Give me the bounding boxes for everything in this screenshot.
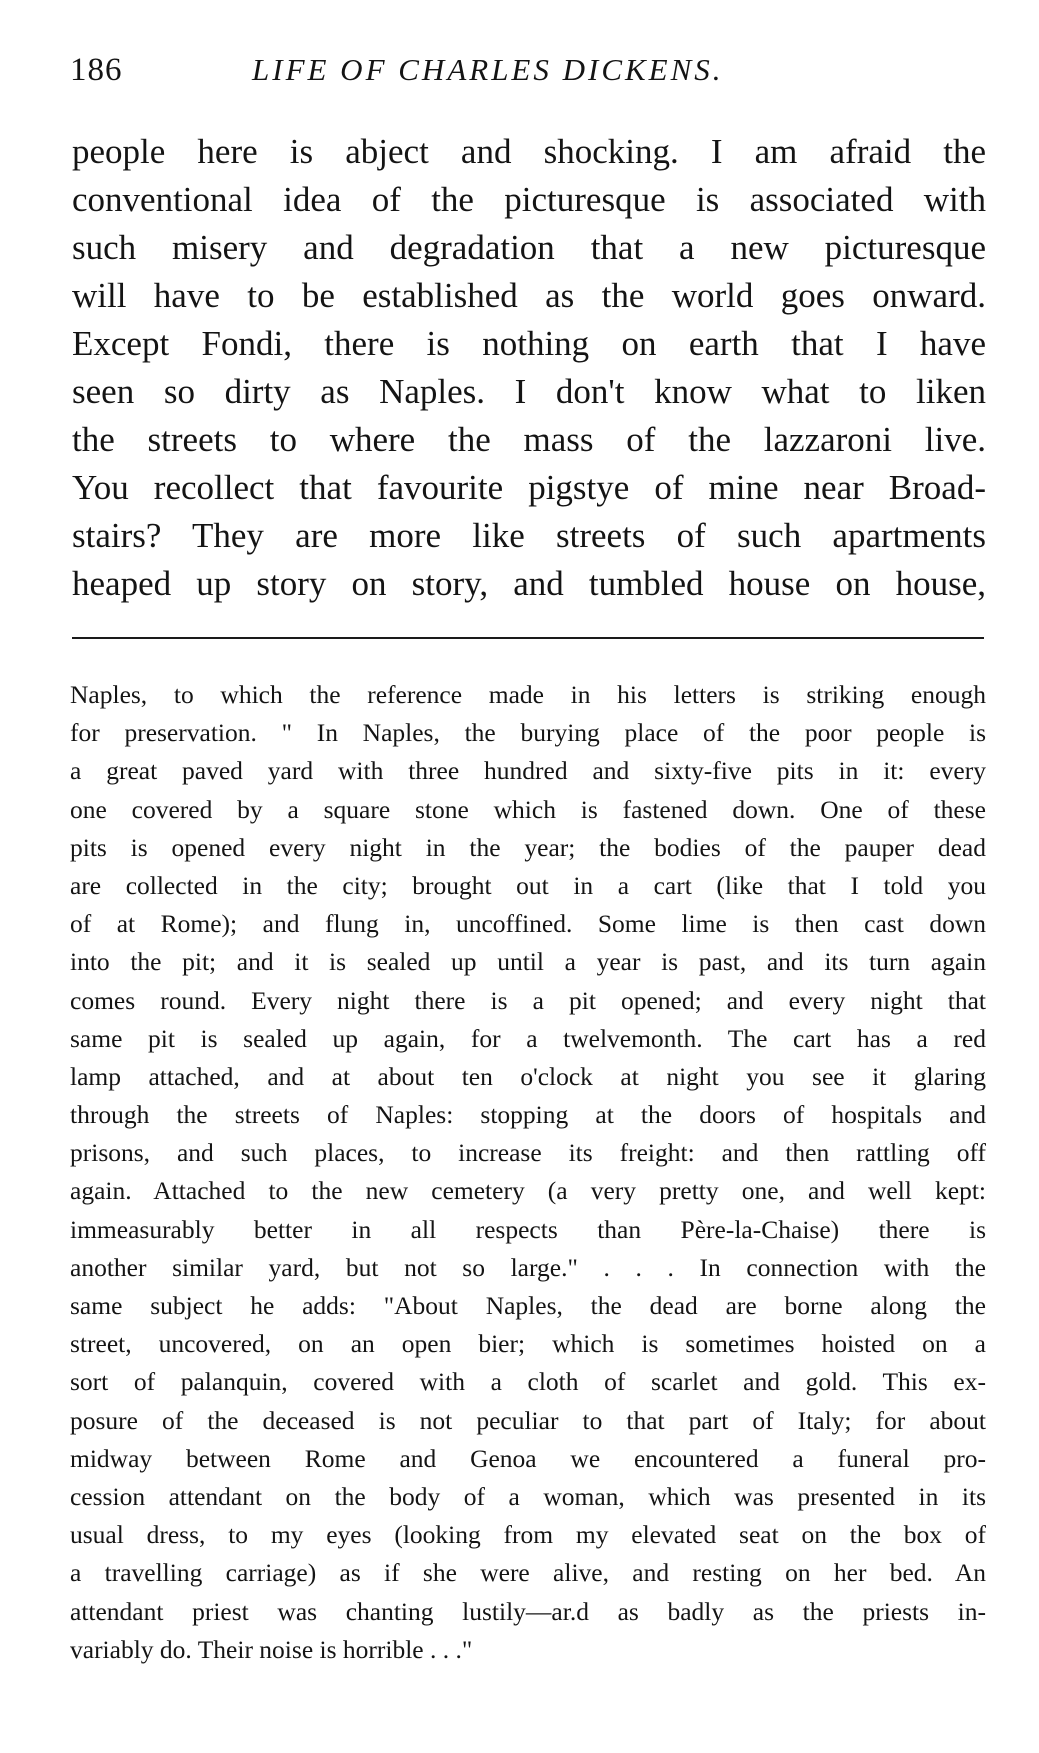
footnote-line: Naples, to which the reference made in his letters is striking enough [70, 680, 986, 709]
body-line: Except Fondi, there is nothing on earth that I have [72, 324, 986, 363]
footnote-line: one covered by a square stone which is fastened down. One of these [70, 794, 986, 824]
page-number: 186 [70, 52, 123, 88]
body-line: the streets to where the mass of the lazzaroni live. [72, 420, 986, 459]
footnote-line: another similar yard, but not so large." . . . In connection with the [70, 1252, 986, 1282]
running-title: LIFE OF CHARLES DICKENS. [252, 52, 724, 87]
footnote-line: comes round. Every night there is a pit opened; and every night that [70, 985, 986, 1015]
footnote-line: sort of palanquin, covered with a cloth of scarlet and gold. This ex- [70, 1367, 986, 1397]
body-line: such misery and degradation that a new picturesque [72, 228, 986, 267]
main-text [72, 128, 986, 608]
footnote-line: lamp attached, and at about ten o'clock at night you see it glaring [70, 1061, 986, 1091]
body-line: stairs? They are more like streets of such apartments [72, 516, 986, 555]
footnote-line: attendant priest was chanting lustily—ar.d as badly as the priests in- [70, 1596, 986, 1626]
footnote-line: for preservation. " In Naples, the burying place of the poor people is [70, 718, 986, 748]
footnote-line: street, uncovered, on an open bier; which is sometimes hoisted on a [70, 1329, 986, 1359]
footnote-line: of at Rome); and flung in, uncoffined. Some lime is then cast down [70, 909, 986, 939]
footnote-line: through the streets of Naples: stopping at the doors of hospitals and [70, 1100, 986, 1130]
footnote-line: cession attendant on the body of a woman, which was presented in its [70, 1481, 986, 1511]
footnote-line: again. Attached to the new cemetery (a very pretty one, and well kept: [70, 1176, 986, 1206]
footnote-divider [72, 637, 984, 639]
footnote-line: same pit is sealed up again, for a twelvemonth. The cart has a red [70, 1023, 986, 1053]
footnote-line: variably do. Their noise is horrible . . ." [70, 1634, 473, 1664]
footnote-line: usual dress, to my eyes (looking from my elevated seat on the box of [70, 1520, 986, 1550]
footnote-line: posure of the deceased is not peculiar to that part of Italy; for about [70, 1405, 986, 1435]
footnote [70, 676, 986, 1669]
footnote-line: midway between Rome and Genoa we encountered a funeral pro- [70, 1443, 986, 1473]
body-line: people here is abject and shocking. I am afraid the [72, 132, 986, 171]
body-line: will have to be established as the world goes onward. [72, 276, 986, 315]
page-header [70, 52, 984, 96]
footnote-line: into the pit; and it is sealed up until a year is past, and its turn again [70, 947, 986, 977]
footnote-line: pits is opened every night in the year; the bodies of the pauper dead [70, 832, 986, 862]
body-line: You recollect that favourite pigstye of mine near Broad- [72, 468, 986, 507]
footnote-line: prisons, and such places, to increase its freight: and then rattling off [70, 1138, 986, 1168]
footnote-line: same subject he adds: "About Naples, the dead are borne along the [70, 1291, 986, 1320]
footnote-line: immeasurably better in all respects than Père-la-Chaise) there is [70, 1214, 986, 1244]
footnote-line: are collected in the city; brought out in a cart (like that I told you [70, 870, 986, 900]
body-line: seen so dirty as Naples. I don't know what to liken [72, 372, 986, 411]
footnote-line: a great paved yard with three hundred and sixty-five pits in it: every [70, 756, 986, 786]
body-line: heaped up story on story, and tumbled house on house, [72, 564, 986, 603]
footnote-line: a travelling carriage) as if she were alive, and resting on her bed. An [70, 1558, 986, 1588]
body-line: conventional idea of the picturesque is associated with [72, 180, 986, 219]
